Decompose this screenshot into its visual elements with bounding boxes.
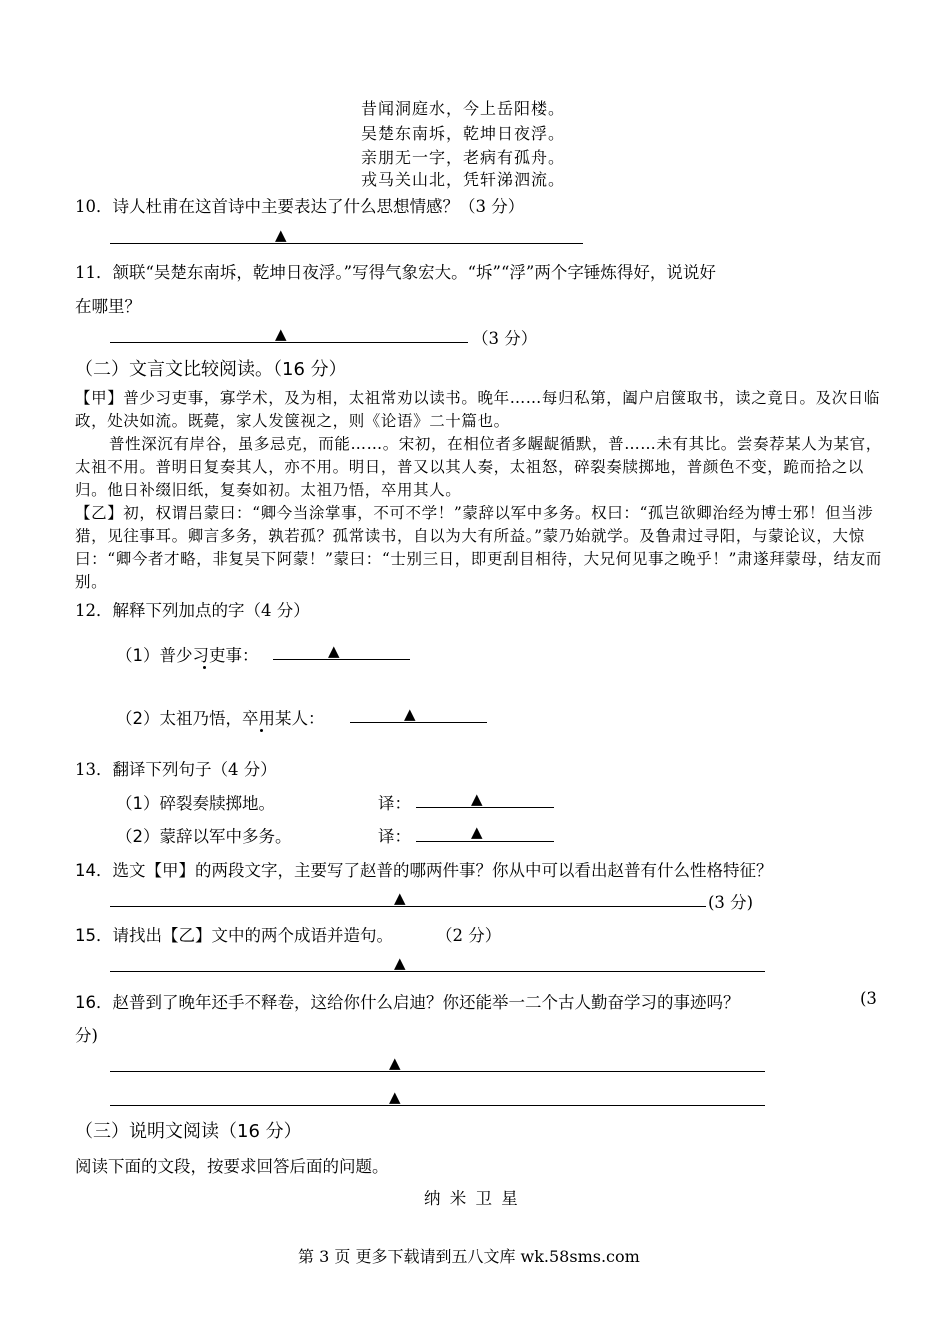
question-11-line1: 11．颔联“吴楚东南坼，乾坤日夜浮。”写得气象宏大。“坼”“浮”两个字锤炼得好，说说好 <box>75 263 716 282</box>
translate-label-1: 译： <box>378 794 411 813</box>
question-15: 15．请找出【乙】文中的两个成语并造句。 <box>75 926 393 945</box>
answer-mark: ▲ <box>471 790 483 808</box>
answer-line-16-2[interactable] <box>110 1105 765 1106</box>
answer-line-12-1[interactable] <box>273 659 410 660</box>
section-3-intro: 阅读下面的文段，按要求回答后面的问题。 <box>75 1157 389 1176</box>
section-2-title: （二）文言文比较阅读。（16 分） <box>75 359 347 380</box>
poem-line-4: 戎马关山北，凭轩涕泗流。 <box>361 170 566 189</box>
question-10: 10．诗人杜甫在这首诗中主要表达了什么思想情感？（3 分） <box>75 197 525 216</box>
question-15-score: （2 分） <box>436 926 502 945</box>
question-13-item2: （2）蒙辞以军中多务。 <box>116 827 292 846</box>
question-12: 12．解释下列加点的字（4 分） <box>75 601 310 620</box>
question-16-score-open: (3 <box>860 989 877 1008</box>
poem-line-3: 亲朋无一字，老病有孤舟。 <box>361 148 566 167</box>
question-14: 14．选文【甲】的两段文字，主要写了赵普的哪两件事？你从中可以看出赵普有什么性格特征？ <box>75 861 773 880</box>
answer-line-14[interactable] <box>110 906 706 907</box>
question-11-score: （3 分） <box>472 329 538 348</box>
emphasis-dot <box>260 729 263 732</box>
article-title: 纳 米 卫 星 <box>424 1189 520 1208</box>
passage-jia-p1: 【甲】普少习吏事，寡学术，及为相，太祖常劝以读书。晚年……每归私第，阖户启箧取书，读之竟日。及次日临政，处决如流。既薨，家人发箧视之，则《论语》二十篇也。 <box>75 389 881 430</box>
passage-jia-p2: 普性深沉有岸谷，虽多忌克，而能……。宋初，在相位者多龌龊循默，普……未有其比。尝奏荐某人为某官，太祖不用。普明日复奏其人，亦不用。明日，普又以其人奏，太祖怒，碎裂奏牍掷地，普颜色不变，跪而拾之以归。他日补缀旧纸，复奏如初。太祖乃悟，卒用其人。 <box>75 435 882 499</box>
answer-mark: ▲ <box>389 1088 401 1106</box>
answer-line-12-2[interactable] <box>350 722 487 723</box>
question-16-line2: 分) <box>75 1026 98 1045</box>
poem-line-1: 昔闻洞庭水，今上岳阳楼。 <box>361 99 566 118</box>
answer-line-13-2[interactable] <box>416 841 554 842</box>
poem-line-2: 吴楚东南坼，乾坤日夜浮。 <box>361 124 566 143</box>
answer-line-10[interactable] <box>110 243 583 244</box>
answer-line-13-1[interactable] <box>416 807 554 808</box>
question-13: 13．翻译下列句子（4 分） <box>75 760 277 779</box>
translate-label-2: 译： <box>378 827 411 846</box>
question-13-item1: （1）碎裂奏牍掷地。 <box>116 794 275 813</box>
question-12-item1: （1）普少习吏事： <box>116 646 259 665</box>
answer-mark: ▲ <box>328 642 340 660</box>
section-3-title: （三）说明文阅读（16 分） <box>75 1121 302 1142</box>
answer-line-15[interactable] <box>110 971 765 972</box>
question-12-item2: （2）太祖乃悟，卒用某人： <box>116 709 325 728</box>
question-14-score: (3 分) <box>708 893 754 912</box>
question-11-line2: 在哪里？ <box>75 297 141 316</box>
answer-mark: ▲ <box>275 325 287 343</box>
answer-line-11[interactable] <box>110 342 468 343</box>
answer-mark: ▲ <box>404 705 416 723</box>
emphasis-dot <box>203 666 206 669</box>
passage-yi: 【乙】初，权谓吕蒙曰：“卿今当涂掌事，不可不学！”蒙辞以军中多务。权曰：“孤岂欲卿治经为博士邪！但当涉猎，见往事耳。卿言多务，孰若孤？孤常读书，自以为大有所益。”蒙乃始就学。及鲁肃过寻阳，与蒙论议，大惊曰：“卿今者才略，非复吴下阿蒙！”蒙曰：“士别三日，即更刮目相待，大兄何见事之晚乎！”肃遂拜蒙母，结友而别。 <box>75 504 882 591</box>
question-16-line1: 16．赵普到了晚年还手不释卷，这给你什么启迪？你还能举一二个古人勤奋学习的事迹吗？ <box>75 993 740 1012</box>
answer-mark: ▲ <box>389 1054 401 1072</box>
answer-mark: ▲ <box>471 823 483 841</box>
answer-mark: ▲ <box>394 889 406 907</box>
answer-mark: ▲ <box>275 226 287 244</box>
answer-line-16-1[interactable] <box>110 1071 765 1072</box>
page-footer: 第 3 页 更多下载请到五八文库 wk.58sms.com <box>298 1247 640 1266</box>
answer-mark: ▲ <box>394 954 406 972</box>
